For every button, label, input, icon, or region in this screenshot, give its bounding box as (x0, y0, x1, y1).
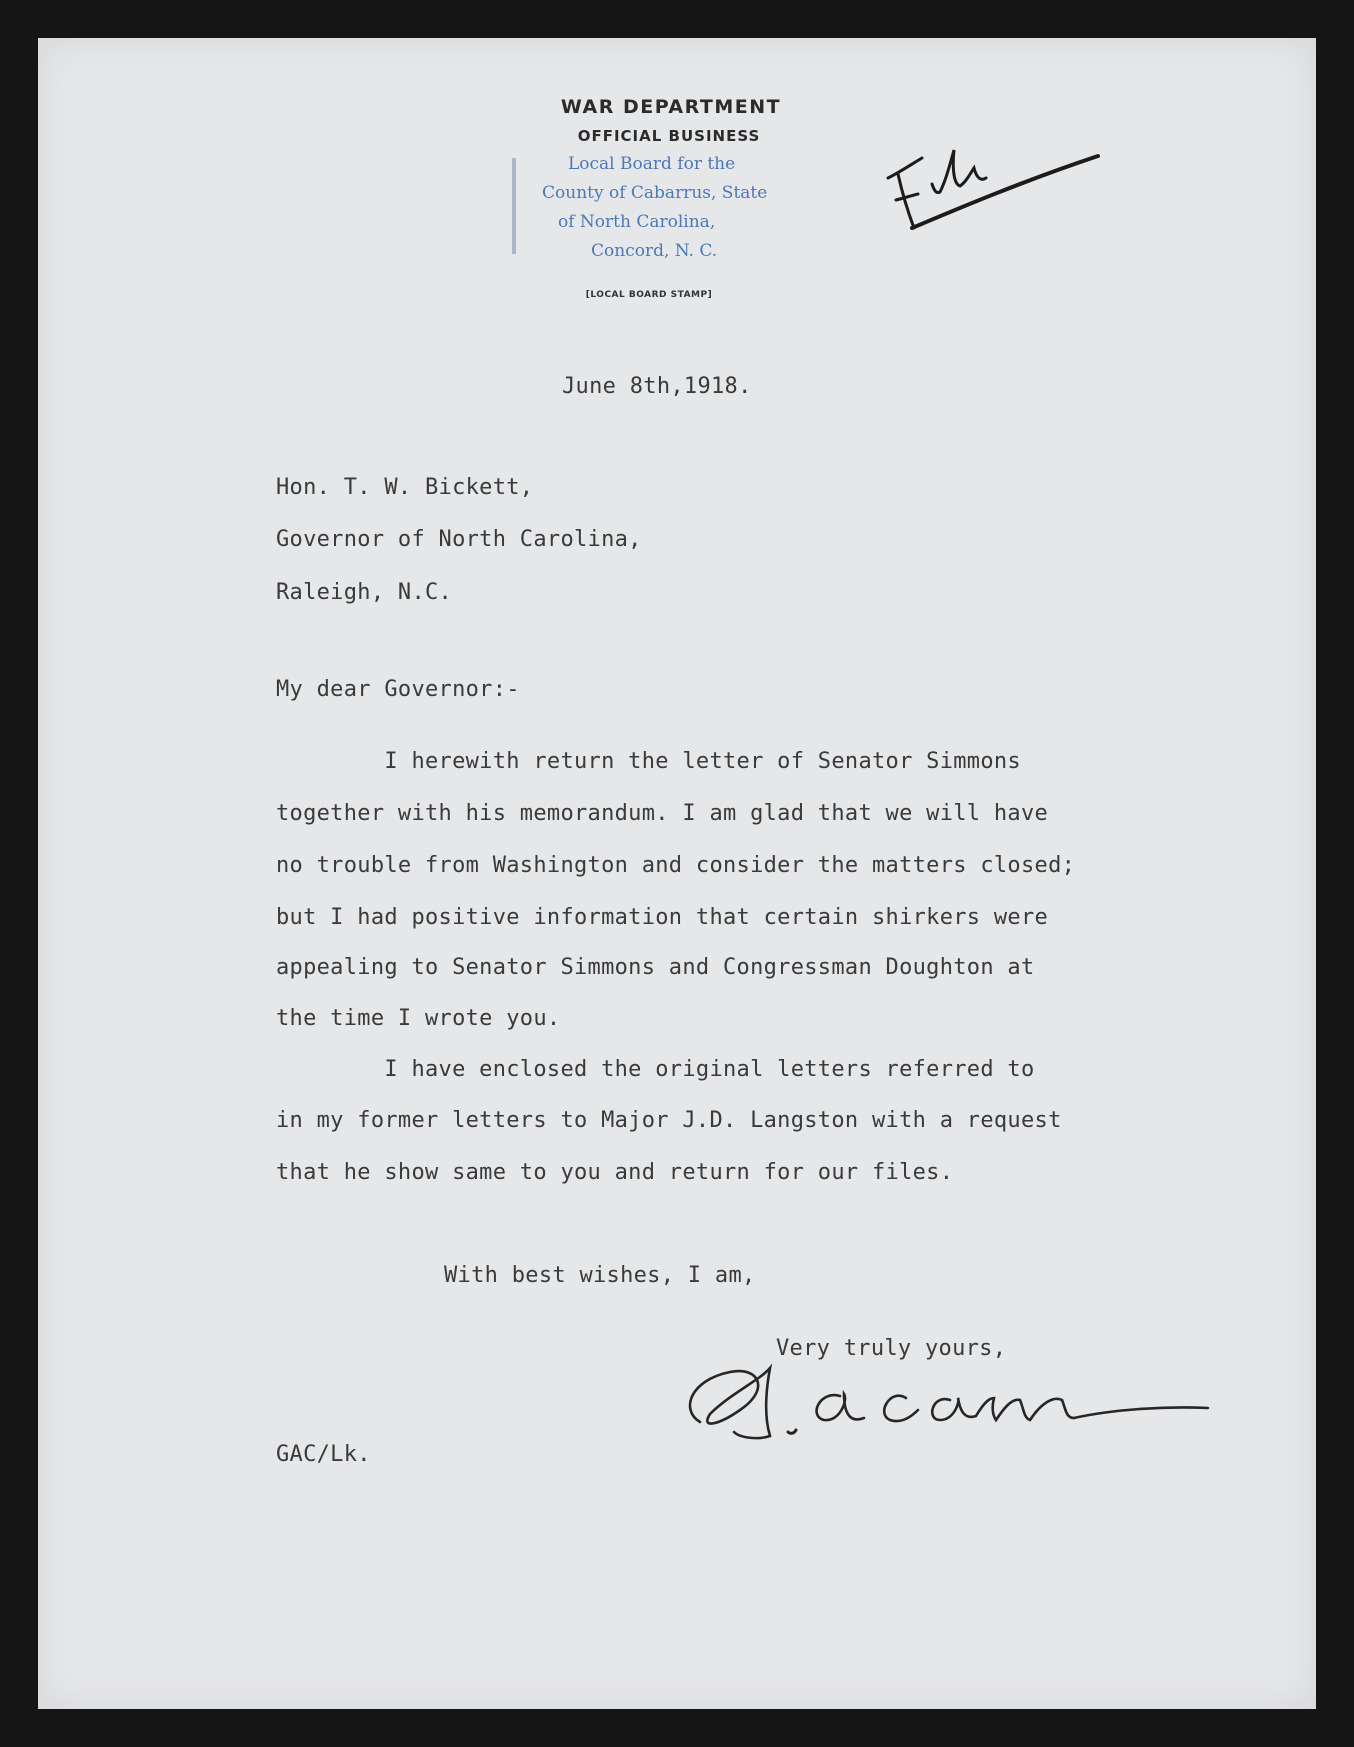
body-line: that he show same to you and return for our files. (276, 1160, 954, 1185)
recipient-name: Hon. T. W. Bickett, (276, 475, 534, 500)
closing: Very truly yours, (776, 1336, 1007, 1361)
recipient-location: Raleigh, N.C. (276, 580, 453, 605)
local-board-stamp (508, 150, 768, 266)
salutation: My dear Governor:- (276, 677, 520, 702)
letter-date: June 8th,1918. (562, 374, 752, 399)
letterhead-business: OFFICIAL BUSINESS (577, 127, 761, 145)
body-line: in my former letters to Major J.D. Langston with a request (276, 1108, 1062, 1133)
body-line: appealing to Senator Simmons and Congressman Doughton at (276, 955, 1035, 980)
stamp-caption: [LOCAL BOARD STAMP] (585, 290, 713, 300)
body-line: I herewith return the letter of Senator Simmons (276, 749, 1021, 774)
stamp-line-3: of North Carolina, (558, 212, 716, 232)
handwritten-file-note (870, 120, 1110, 250)
letterhead-department: WAR DEPARTMENT (560, 96, 782, 118)
stamp-line-4: Concord, N. C. (591, 241, 718, 261)
body-line: I have enclosed the original letters referred to (276, 1057, 1035, 1082)
body-line: together with his memorandum. I am glad that we will have (276, 801, 1049, 826)
typist-initials: GAC/Lk. (276, 1442, 371, 1467)
handwritten-signature (670, 1340, 1230, 1460)
closing-wish: With best wishes, I am, (444, 1263, 756, 1288)
stamp-line-1: Local Board for the (568, 154, 736, 174)
body-line: but I had positive information that certain shirkers were (276, 905, 1049, 930)
stamp-line-2: County of Cabarrus, State (542, 183, 768, 203)
body-line: the time I wrote you. (276, 1006, 561, 1031)
body-line: no trouble from Washington and consider the matters closed; (276, 853, 1076, 878)
recipient-title: Governor of North Carolina, (276, 527, 642, 552)
